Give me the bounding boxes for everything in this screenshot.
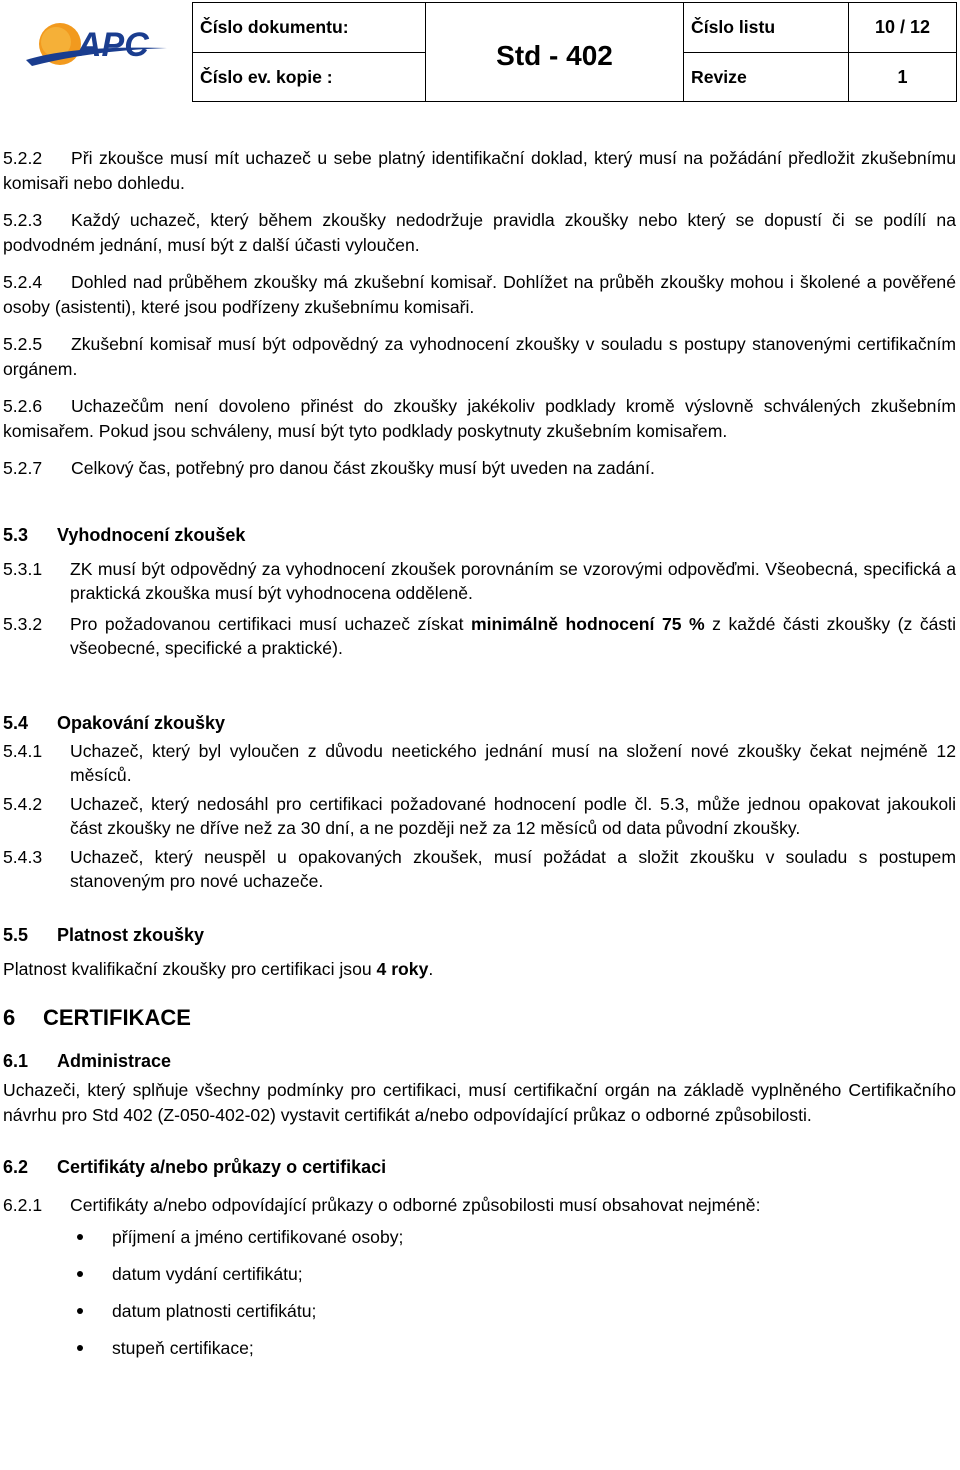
heading-5-3: 5.3 Vyhodnocení zkoušek — [3, 524, 246, 545]
clause-5-2-4: 5.2.4 Dohled nad průběhem zkoušky má zkušební komisař. Dohlížet na průběh zkoušky mohou i školené a pověřené osoby (asistenti), které jsou podřízeny zkušebnímu komisaři. — [3, 272, 956, 317]
heading-6-2: 6.2 Certifikáty a/nebo průkazy o certifikaci — [3, 1157, 387, 1177]
sheet-label: Číslo listu — [684, 3, 849, 53]
copy-label: Číslo ev. kopie : — [193, 53, 426, 102]
list-item: datum platnosti certifikátu; — [73, 1299, 956, 1336]
list-item: datum vydání certifikátu; — [73, 1262, 956, 1299]
document-body — [3, 136, 956, 1373]
clause-5-3-2: 5.3.2 Pro požadovanou certifikaci musí uchazeč získat minimálně hodnocení 75 % z každé části zkoušky (z části všeobecné, specifické a praktické). — [3, 613, 956, 658]
clause-5-4-1: 5.4.1 Uchazeč, který byl vyloučen z důvodu neetického jednání musí na složení nové zkoušky čekat nejméně 12 měsíců. — [3, 740, 956, 785]
heading-5-5: 5.5 Platnost zkoušky — [3, 924, 205, 945]
clause-5-2-2: 5.2.2 Při zkoušce musí mít uchazeč u sebe platný identifikační doklad, který musí na požádání předložit zkušebnímu komisaři nebo dohledu. — [3, 148, 956, 193]
certificate-contents-list — [3, 1225, 956, 1373]
clause-5-2-3: 5.2.3 Každý uchazeč, který během zkoušky nedodržuje pravidla zkoušky nebo který se dopustí či se podílí na podvodném jednání, musí být z další účasti vyloučen. — [3, 210, 956, 255]
validity-paragraph: Platnost kvalifikační zkoušky pro certifikaci jsou 4 roky. — [3, 958, 434, 979]
clause-5-4-3: 5.4.3 Uchazeč, který neuspěl u opakovaných zkoušek, musí požádat a složit zkoušku v souladu s postupem stanoveným pro nové uchazeče. — [3, 846, 956, 891]
document-header — [192, 2, 957, 102]
list-item: stupeň certifikace; — [73, 1336, 956, 1373]
revision-label: Revize — [684, 53, 849, 102]
sheet-value: 10 / 12 — [849, 3, 957, 53]
doc-number-label: Číslo dokumentu: — [193, 3, 426, 53]
administration-paragraph: Uchazeči, který splňuje všechny podmínky pro certifikaci, musí certifikační orgán na základě vyplněného Certifikačního návrhu pro Std 402 (Z-050-402-02) vystavit certifikát a/nebo odpovídající průkaz o odborné způsobilosti. — [3, 1080, 956, 1125]
clause-5-2-7: 5.2.7 Celkový čas, potřebný pro danou část zkoušky musí být uveden na zadání. — [3, 458, 655, 478]
apc-logo — [22, 16, 172, 76]
revision-value: 1 — [849, 53, 957, 102]
clause-6-2-1: 6.2.1 Certifikáty a/nebo odpovídající průkazy o odborné způsobilosti musí obsahovat nejméně: — [3, 1195, 761, 1215]
clause-5-2-5: 5.2.5 Zkušební komisař musí být odpovědný za vyhodnocení zkoušky v souladu s postupy stanovenými certifikačním orgánem. — [3, 334, 956, 379]
doc-code: Std - 402 — [426, 3, 684, 102]
clause-5-3-1: 5.3.1 ZK musí být odpovědný za vyhodnocení zkoušek porovnáním se vzorovými odpověďmi. Všeobecná, specifická a praktická zkouška musí být vyhodnocena odděleně. — [3, 558, 956, 603]
list-item: příjmení a jméno certifikované osoby; — [73, 1225, 956, 1262]
clause-5-2-6: 5.2.6 Uchazečům není dovoleno přinést do zkoušky jakékoliv podklady kromě výslovně schválených zkušebním komisařem. Pokud jsou schváleny, musí být tyto podklady poskytnuty zkušebním komisařem. — [3, 396, 956, 441]
clause-5-4-2: 5.4.2 Uchazeč, který nedosáhl pro certifikaci požadované hodnocení podle čl. 5.3, může jednou opakovat jakoukoli část zkoušky ne dříve než za 30 dní, a ne později než za 12 měsíců od data původní zkoušky. — [3, 793, 956, 838]
heading-5-4: 5.4 Opakování zkoušky — [3, 712, 226, 733]
svg-text:APC: APC — [77, 26, 149, 64]
heading-6: 6 CERTIFIKACE — [3, 1005, 191, 1030]
heading-6-1: 6.1 Administrace — [3, 1051, 172, 1071]
